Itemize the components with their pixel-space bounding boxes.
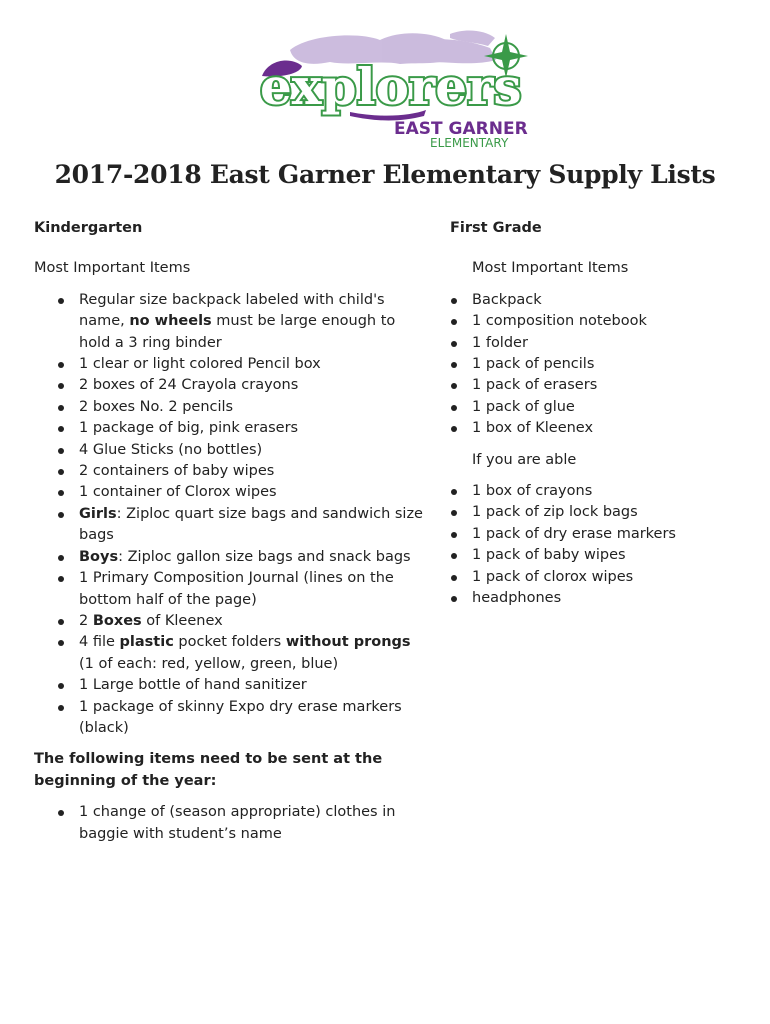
- item-text: 2 boxes No. 2 pencils: [79, 398, 234, 415]
- item-text: of Kleenex: [141, 612, 223, 629]
- kindergarten-column: [34, 218, 426, 845]
- item-text: 1 container of Clorox wipes: [79, 484, 277, 501]
- list-item: 1 folder: [450, 333, 750, 354]
- list-item: [34, 568, 426, 611]
- item-text: 4 file: [79, 634, 120, 651]
- beginning-list: [34, 802, 426, 845]
- list-item: 1 pack of pencils: [450, 354, 750, 375]
- explorers-wordmark: explorers: [260, 57, 522, 116]
- item-text: : Ziploc quart size bags and sandwich size bags: [79, 505, 423, 544]
- emphasis-text: without prongs: [285, 634, 411, 651]
- item-text: 2 containers of baby wipes: [79, 463, 275, 480]
- list-item: headphones: [450, 588, 750, 609]
- list-item: 1 box of Kleenex: [450, 418, 750, 439]
- optional-heading: If you are able: [472, 451, 577, 468]
- item-text: 1 clear or light colored Pencil box: [79, 356, 321, 373]
- list-item: [34, 354, 426, 375]
- item-text: 2: [79, 612, 93, 629]
- item-text: 4 Glue Sticks (no bottles): [79, 441, 263, 458]
- list-item: [34, 290, 426, 354]
- beginning-note: The following items need to be sent at the beginning of the year:: [34, 751, 383, 789]
- list-item: [34, 675, 426, 696]
- explorers-logo-graphic: [250, 26, 540, 154]
- list-item: [34, 461, 426, 482]
- page-title: 2017-2018 East Garner Elementary Supply Lists: [54, 160, 716, 189]
- kindergarten-subheading: Most Important Items: [34, 260, 191, 277]
- item-text: Regular size backpack labeled with child's name,: [79, 291, 385, 330]
- item-text: 2 boxes of 24 Crayola crayons: [79, 377, 299, 394]
- first-grade-subheading: Most Important Items: [472, 260, 629, 277]
- list-item: 1 pack of zip lock bags: [450, 502, 750, 523]
- first-grade-heading: First Grade: [450, 220, 542, 236]
- list-item: [34, 440, 426, 461]
- optional-list: [450, 481, 750, 609]
- item-text: 1 Large bottle of hand sanitizer: [79, 677, 307, 694]
- emphasis-text: Girls: [79, 505, 117, 522]
- school-name-line1: EAST GARNER: [394, 119, 528, 139]
- list-item: [34, 504, 426, 547]
- list-item: [34, 697, 426, 740]
- list-item: [34, 632, 426, 675]
- item-text: 1 change of (season appropriate) clothes in baggie with student’s name: [79, 804, 396, 842]
- emphasis-text: Boxes: [92, 612, 142, 629]
- list-item: 1 pack of dry erase markers: [450, 524, 750, 545]
- list-item: [34, 547, 426, 568]
- first-grade-list: [450, 290, 750, 440]
- list-item: 1 pack of baby wipes: [450, 545, 750, 566]
- list-item: [34, 482, 426, 503]
- kindergarten-heading: Kindergarten: [34, 220, 143, 236]
- list-item: [34, 397, 426, 418]
- list-item: 1 pack of glue: [450, 397, 750, 418]
- list-item: [34, 802, 426, 845]
- school-name-line2: ELEMENTARY: [430, 136, 509, 150]
- emphasis-text: Boys: [79, 548, 119, 565]
- list-item: Backpack: [450, 290, 750, 311]
- list-item: [34, 611, 426, 632]
- list-item: [34, 375, 426, 396]
- emphasis-text: plastic: [119, 634, 174, 651]
- item-text: (1 of each: red, yellow, green, blue): [79, 655, 339, 672]
- first-grade-column: [450, 218, 750, 610]
- list-item: 1 pack of erasers: [450, 375, 750, 396]
- emphasis-text: no wheels: [129, 313, 212, 330]
- item-text: 1 Primary Composition Journal (lines on the bottom half of the page): [79, 570, 394, 608]
- list-item: 1 composition notebook: [450, 311, 750, 332]
- item-text: must be large enough to hold a 3 ring binder: [79, 313, 396, 351]
- list-item: [34, 418, 426, 439]
- kindergarten-list: [34, 290, 426, 740]
- school-logo: [250, 26, 540, 154]
- item-text: pocket folders: [173, 634, 286, 651]
- list-item: 1 pack of clorox wipes: [450, 567, 750, 588]
- item-text: : Ziploc gallon size bags and snack bags: [118, 548, 411, 565]
- item-text: 1 package of big, pink erasers: [79, 420, 299, 437]
- list-item: 1 box of crayons: [450, 481, 750, 502]
- item-text: 1 package of skinny Expo dry erase markers (black): [79, 698, 402, 736]
